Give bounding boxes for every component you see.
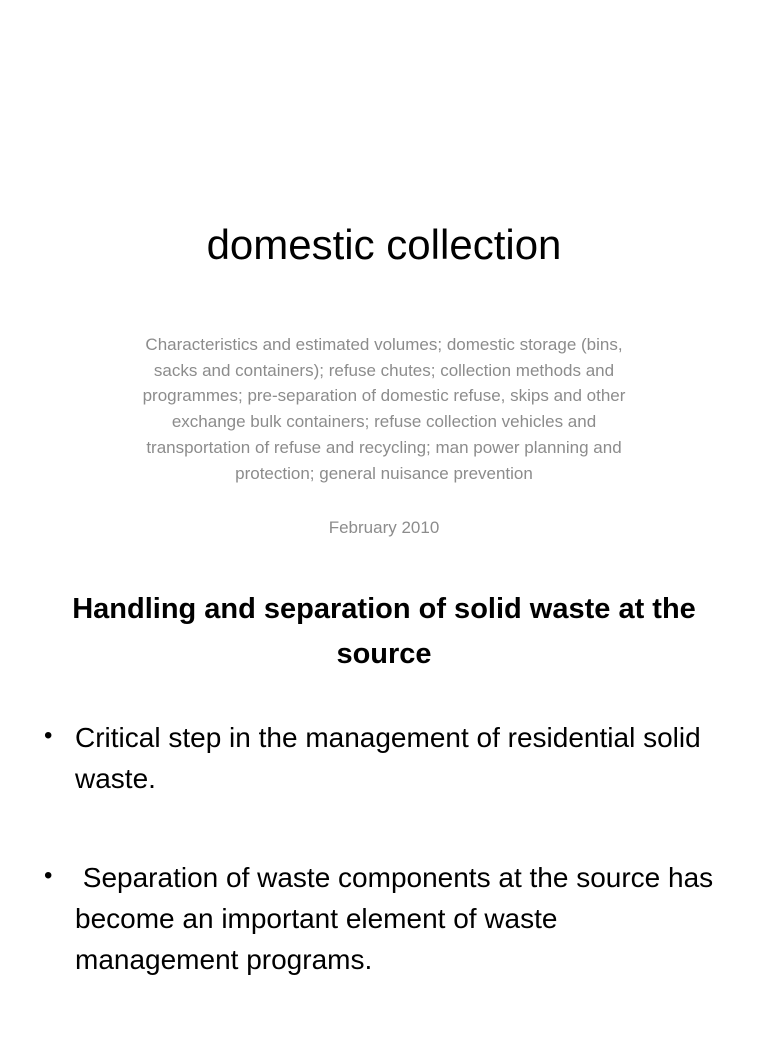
bullet-text: Critical step in the management of residential solid waste. bbox=[75, 722, 701, 794]
bullet-list bbox=[0, 717, 768, 1038]
bullet-item bbox=[0, 717, 768, 799]
slide-title: domestic collection bbox=[206, 221, 562, 268]
content-slide bbox=[0, 565, 768, 1024]
bullet-marker-icon: • bbox=[44, 862, 53, 889]
bullet-item bbox=[0, 857, 768, 980]
bullet-marker-icon: • bbox=[44, 722, 53, 749]
slide-subtitle: Characteristics and estimated volumes; domestic storage (bins, sacks and containers); refuse chutes; collection methods and programmes; pre-separation of domestic refuse, skips and other exchange bulk containers; refuse collection vehicles and transportation of refuse and recycling; man power planning and protection; general nuisance prevention bbox=[142, 335, 626, 483]
bullet-text: Separation of waste components at the source has become an important element of waste management programs. bbox=[75, 862, 721, 975]
content-slide-title: Handling and separation of solid waste at the source bbox=[72, 593, 696, 670]
slide-date: February 2010 bbox=[328, 518, 440, 537]
